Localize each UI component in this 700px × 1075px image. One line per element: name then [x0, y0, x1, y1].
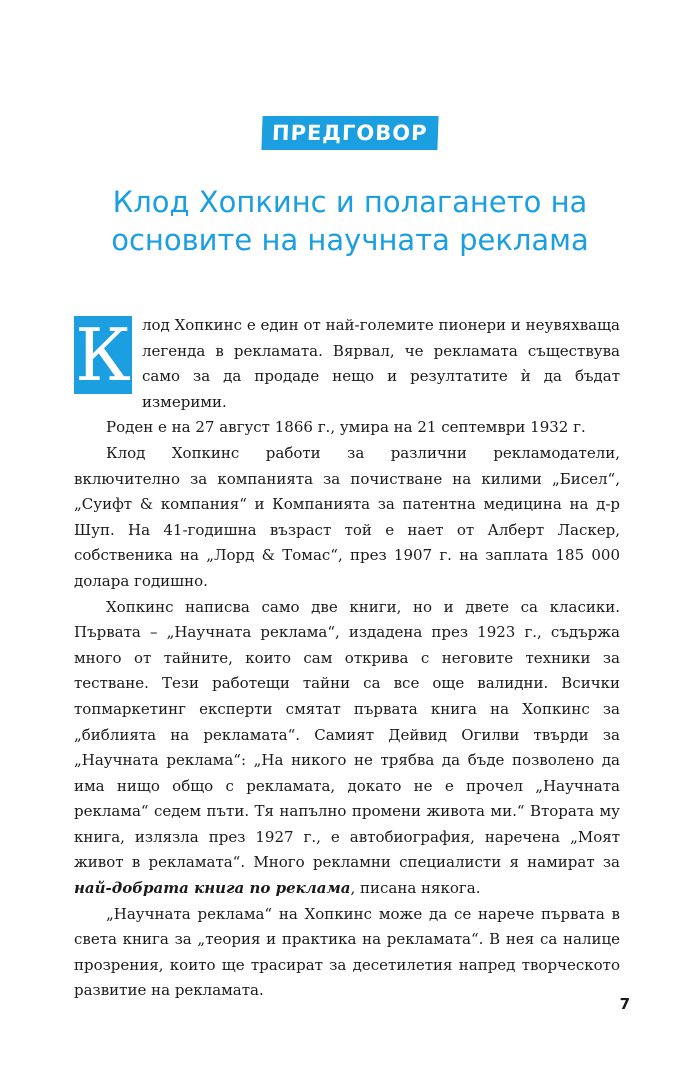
- chapter-title-line-1: Клод Хопкинс и полагането на: [112, 185, 588, 219]
- chapter-title: [40, 183, 660, 259]
- paragraph-4-text-after: , писана някога.: [350, 879, 481, 898]
- section-tag: ПРЕДГОВОР: [262, 116, 439, 150]
- paragraph-4-text-before: Хопкинс написва само две книги, но и двете са класики. Първата – „Научната реклама“, издадена през 1923 г., съдържа много от тайните, които сам открива с неговите техники за тестване. Тези работещи тайни са все още валидни. Всички топмаркетинг експерти смятат първата книга на Хопкинс за „библията на рекламата“. Самият Дейвид Огилви твърди за „Научната реклама“: „На никого не трябва да бъде позволено да има нищо общо с рекламата, докато не е прочел „Научната реклама“ седем пъти. Тя напълно промени живота ми.“ Втората му книга, излязла през 1927 г., е автобиография, наречена „Моят живот в рекламата“. Много рекламни специалисти я намират за: [74, 597, 620, 872]
- paragraph-5: „Научната реклама“ на Хопкинс може да се нарече първата в света книга за „теория и практика на рекламата“. В нея са налице прозрения, които ще трасират за десетилетия напред творческото развитие на рекламата.: [74, 904, 620, 1000]
- drop-cap: К: [75, 313, 131, 397]
- paragraph-1: [74, 313, 620, 415]
- paragraph-1-text: лод Хопкинс е един от най-големите пионери и неувяхваща легенда в рекламата. Вярвал, че рекламата съществува само за да продаде нещо и резултатите ѝ да бъдат измерими.: [142, 316, 620, 411]
- page-number: 7: [619, 995, 630, 1013]
- paragraph-4: [74, 595, 620, 902]
- paragraph-4-emphasis: най-добрата книга по реклама: [74, 879, 351, 898]
- chapter-title-line-2: основите на научната реклама: [111, 223, 589, 257]
- paragraph-3: Клод Хопкинс работи за различни рекламодатели, включително за компанията за почистване на килими „Бисел“, „Суифт & компания“ и Компанията за патентна медицина на д-р Шуп. На 41-годишна възраст той е нает от Алберт Ласкер, собственика на „Лорд & Томас“, през 1907 г. на заплата 185 000 долара годишно.: [74, 443, 620, 590]
- section-tag-wrapper: [0, 116, 700, 150]
- paragraph-2: Роден е на 27 август 1866 г., умира на 21 септември 1932 г.: [106, 418, 586, 437]
- body-text: [74, 313, 620, 1004]
